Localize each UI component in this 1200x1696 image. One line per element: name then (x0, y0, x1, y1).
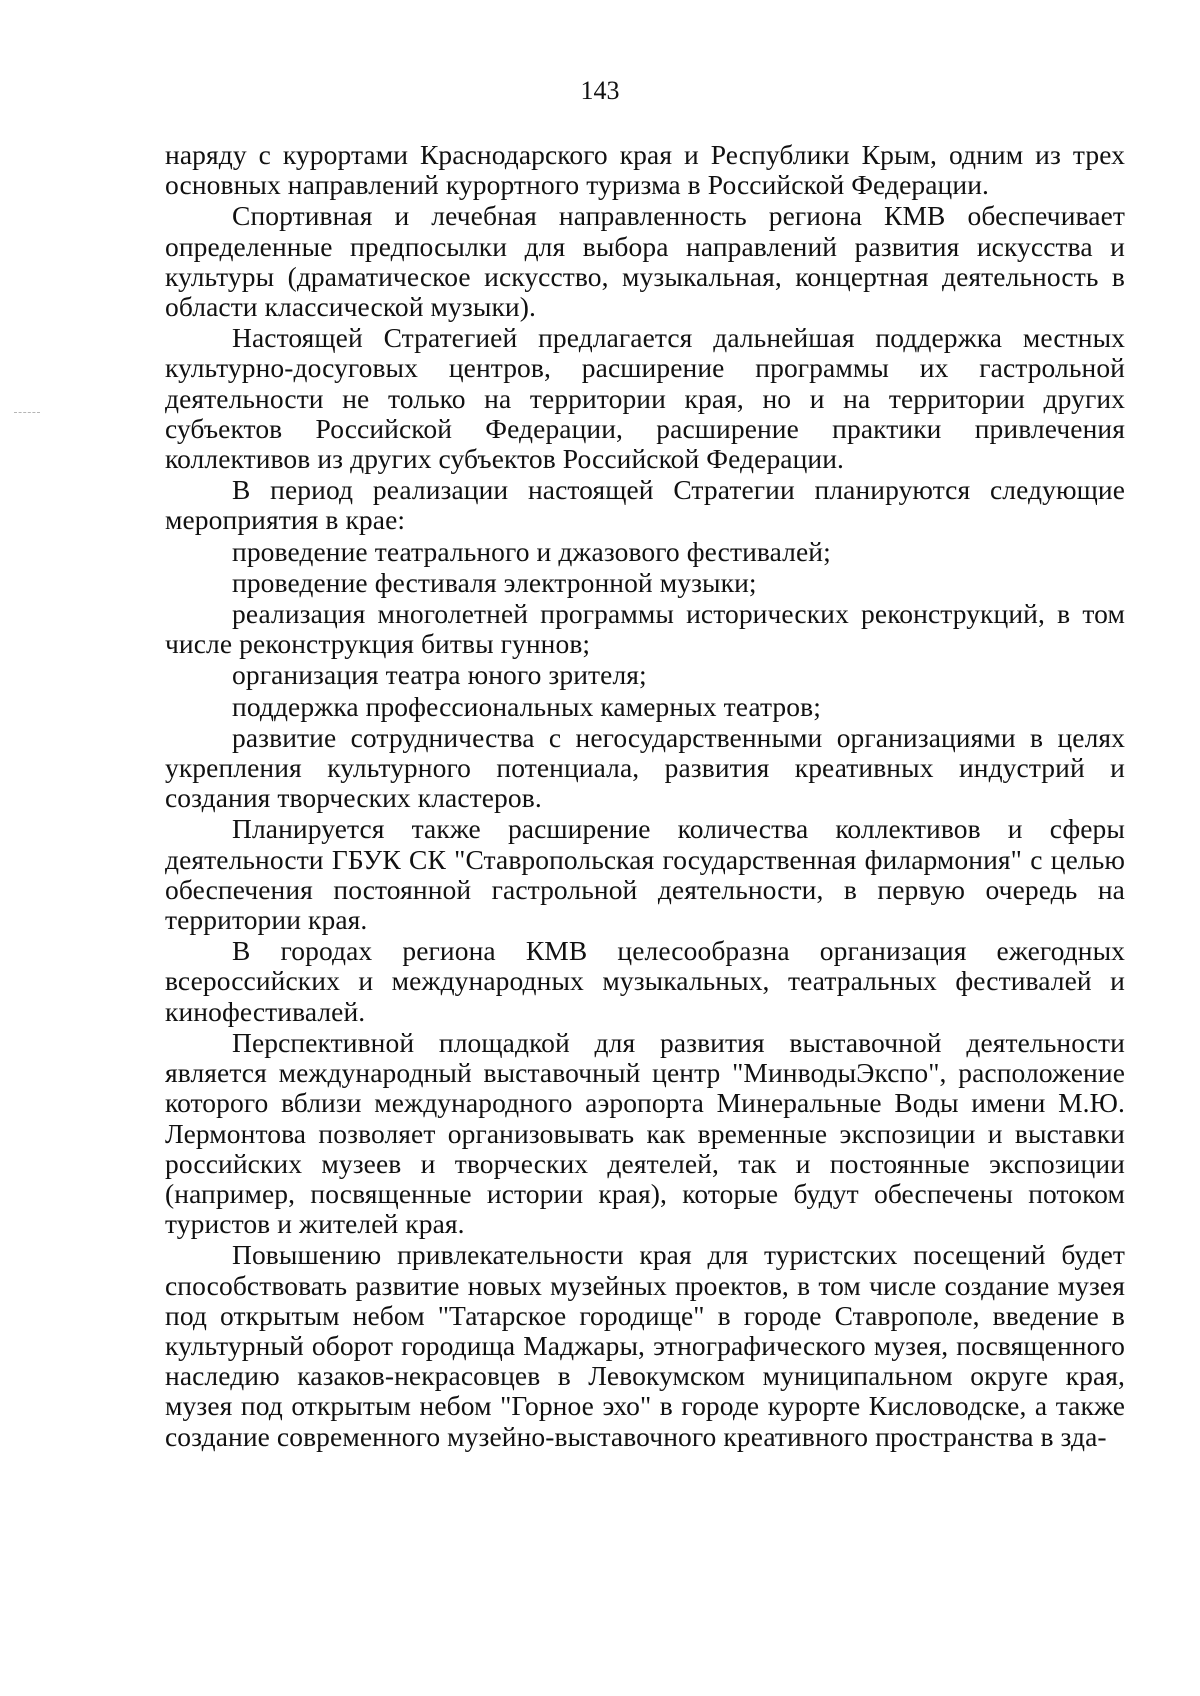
list-item-theatre-jazz-festivals: проведение театрального и джазового фестивалей; (232, 535, 831, 567)
paragraph-kmv-focus: Спортивная и лечебная направленность региона КМВ обеспечивает определенные предпосылки для выбора направлений развития искусства и культуры (драматическое искусство, музыкальная, концертная деятельность в области классической музыки). (165, 200, 1125, 323)
list-item-youth-theatre: организация театра юного зрителя; (232, 659, 647, 691)
paragraph-philharmonic: Планируется также расширение количества коллективов и сферы деятельности ГБУК СК "Ставропольская государственная филармония" с целью обеспечения постоянной гастрольной деятельности, в первую очередь на территории края. (165, 813, 1125, 936)
list-item-historical-reconstructions: реализация многолетней программы исторических реконструкций, в том числе реконструкция битвы гуннов; (165, 598, 1125, 660)
paragraph-kmv-festivals: В городах региона КМВ целесообразна организация ежегодных всероссийских и международных музыкальных, театральных фестивалей и кинофестивалей. (165, 935, 1125, 1027)
paragraph-minvodyexpo: Перспективной площадкой для развития выставочной деятельности является международный выставочный центр "МинводыЭкспо", расположение которого вблизи международного аэропорта Минеральные Воды имени М.Ю. Лермонтова позволяет организовывать как временные экспозиции и выставки российских музеев и творческих деятелей, так и постоянные экспозиции (например, посвященные истории края), которые будут обеспечены потоком туристов и жителей края. (165, 1026, 1125, 1240)
paragraph-continuation: наряду с курортами Краснодарского края и Республики Крым, одним из трех основных направлений курортного туризма в Российской Федерации. (165, 139, 1125, 201)
scan-margin-mark (14, 412, 40, 414)
paragraph-strategy-support: Настоящей Стратегией предлагается дальнейшая поддержка местных культурно-досуговых центров, расширение программы их гастрольной деятельности не только на территории края, но и на территории других субъектов Российской Федерации, расширение практики привлечения коллективов из других субъектов Российской Федерации. (165, 322, 1125, 475)
paragraph-museum-projects: Повышению привлекательности края для туристских посещений будет способствовать развитие новых музейных проектов, в том числе создание музея под открытым небом "Татарское городище" в городе Ставрополе, введение в культурный оборот городища Маджары, этнографического музея, посвященного наследию казаков-некрасовцев в Левокумском муниципальном округе края, музея под открытым небом "Горное эхо" в городе курорте Кисловодске, а также создание современного музейно-выставочного креативного пространства в зда- (165, 1239, 1125, 1452)
list-item-ngo-cooperation: развитие сотрудничества с негосударственными организациями в целях укрепления культурного потенциала, развития креативных индустрий и создания творческих кластеров. (165, 721, 1125, 814)
list-item-electronic-music-festival: проведение фестиваля электронной музыки; (232, 566, 757, 598)
list-item-chamber-theatres: поддержка профессиональных камерных театров; (232, 690, 821, 722)
body-text (165, 140, 1125, 1452)
paragraph-planned-events: В период реализации настоящей Стратегии планируются следующие мероприятия в крае: (165, 474, 1125, 536)
page-number: 143 (580, 76, 620, 105)
